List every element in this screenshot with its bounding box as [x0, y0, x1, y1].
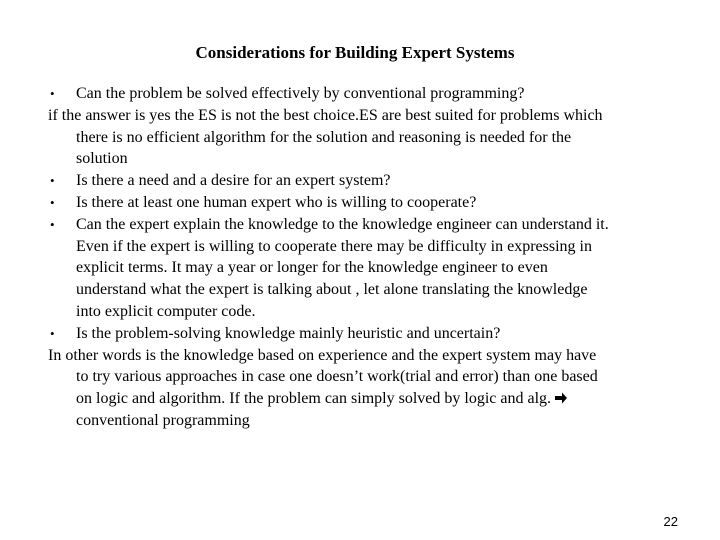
text-line: Even if the expert is willing to cooperate there may be difficulty in expressing in: [76, 237, 592, 255]
bullet-marker: •: [50, 194, 55, 210]
text-line: Can the expert explain the knowledge to the knowledge engineer can understand it.: [76, 215, 609, 233]
text-line: explicit terms. It may a year or longer for the knowledge engineer to even: [76, 259, 548, 277]
text-line: Is there at least one human expert who is willing to cooperate?: [76, 193, 477, 211]
text-line: solution: [76, 150, 128, 168]
page-number: 22: [663, 514, 678, 529]
bullet-marker: •: [50, 86, 55, 101]
text-line: Can the problem be solved effectively by conventional programming?: [76, 85, 525, 102]
right-arrow-icon: [554, 391, 568, 405]
paragraph: [48, 105, 688, 170]
text-line: if the answer is yes the ES is not the best choice.ES are best suited for problems which: [48, 106, 603, 124]
text-line-with-arrow: [48, 388, 688, 410]
bullet-item: [48, 192, 688, 214]
text-line: Is the problem-solving knowledge mainly heuristic and uncertain?: [76, 324, 501, 342]
bullet-item: [48, 83, 688, 105]
bullet-item: [48, 170, 688, 192]
bullet-marker: •: [50, 325, 55, 341]
text-line: to try various approaches in case one doesn’t work(trial and error) than one based: [76, 368, 598, 386]
slide-body: [48, 83, 688, 432]
text-line: understand what the expert is talking about , let alone translating the knowledge: [76, 281, 588, 299]
bullet-item: [48, 323, 688, 345]
paragraph: [48, 345, 688, 432]
bullet-marker: •: [50, 216, 55, 232]
slide-title: Considerations for Building Expert Systems: [195, 43, 515, 62]
bullet-item: [48, 214, 688, 323]
text-line: Is there a need and a desire for an expert system?: [76, 172, 391, 190]
bullet-marker: •: [50, 173, 55, 189]
text-line: conventional programming: [76, 411, 250, 429]
text-line: there is no efficient algorithm for the solution and reasoning is needed for the: [76, 128, 572, 146]
text-line: In other words is the knowledge based on experience and the expert system may have: [48, 346, 597, 364]
text-line: into explicit computer code.: [76, 302, 256, 320]
text-segment: on logic and algorithm. If the problem can simply solved by logic and alg.: [76, 390, 552, 408]
